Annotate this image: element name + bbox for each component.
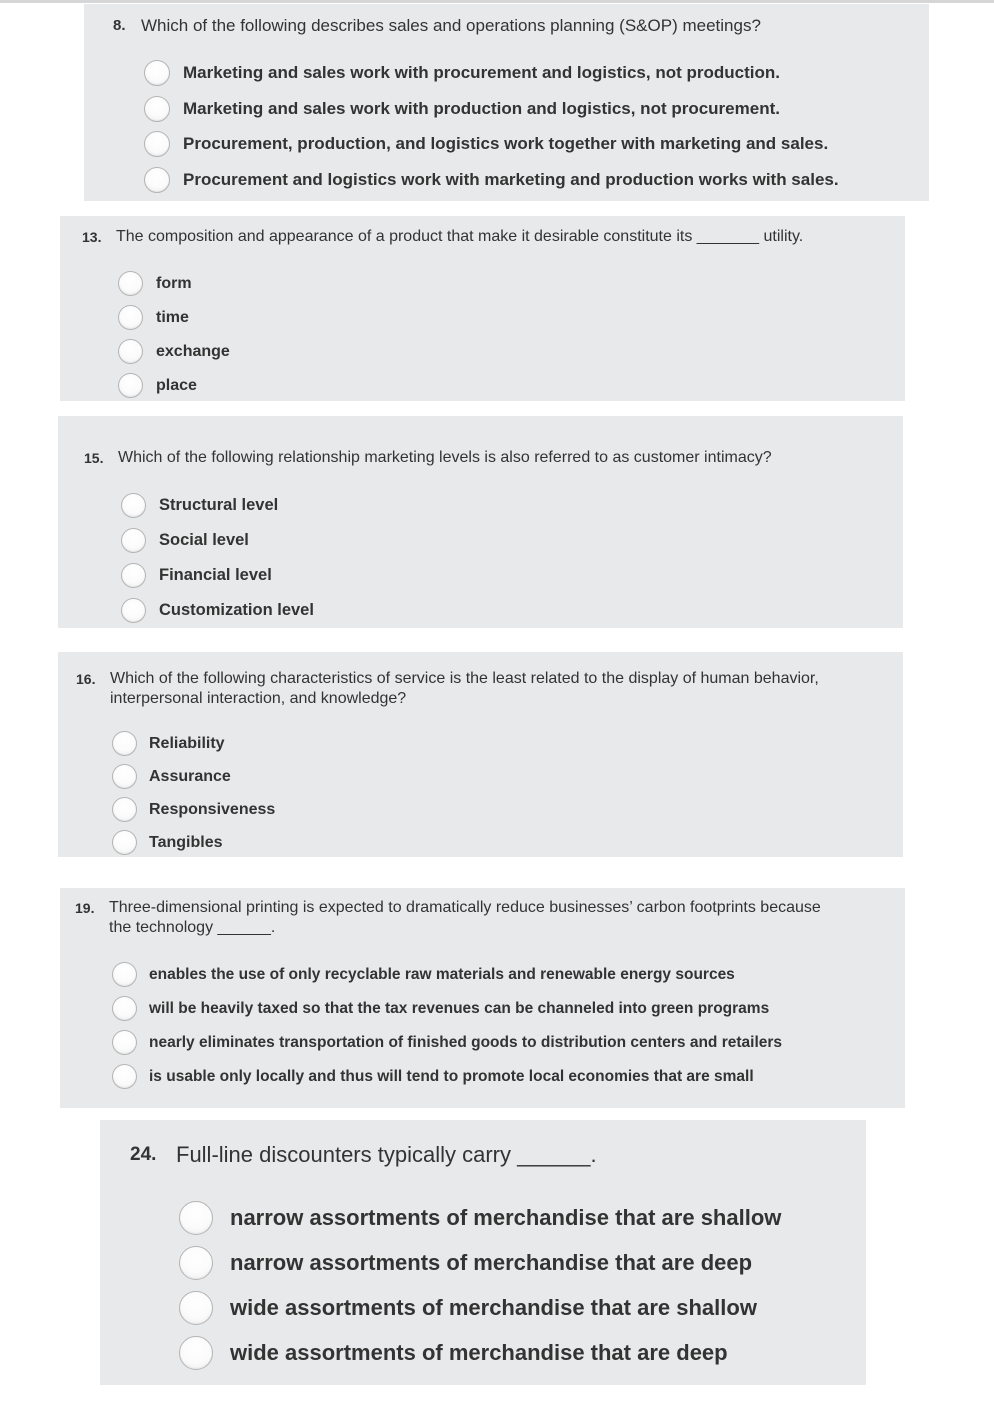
question-text: Full-line discounters typically carry ______.	[176, 1142, 597, 1167]
radio-button[interactable]	[144, 60, 170, 86]
radio-button[interactable]	[112, 731, 137, 756]
option-label: exchange	[156, 342, 230, 360]
option-label: enables the use of only recyclable raw materials and renewable energy sources	[149, 965, 735, 983]
option-label: time	[156, 308, 189, 326]
radio-button[interactable]	[112, 830, 137, 855]
question-text-line-1: Which of the following characteristics of service is the least related to the display of human behavior,	[110, 670, 819, 687]
question-text	[109, 898, 821, 938]
question-15-prompt	[84, 449, 772, 468]
option-label: wide assortments of merchandise that are shallow	[230, 1295, 757, 1320]
option-row[interactable]	[118, 305, 189, 330]
question-number: 19.	[75, 900, 95, 916]
option-row[interactable]	[112, 962, 735, 987]
radio-button[interactable]	[144, 167, 170, 193]
option-row[interactable]	[144, 96, 780, 122]
option-label: Procurement, production, and logistics work together with marketing and sales.	[183, 134, 829, 153]
radio-button[interactable]	[179, 1291, 213, 1325]
option-label: Financial level	[159, 566, 272, 584]
question-13-prompt	[82, 228, 803, 247]
question-text: Which of the following relationship marketing levels is also referred to as customer intimacy?	[118, 449, 772, 466]
option-label: form	[156, 274, 192, 292]
option-row[interactable]	[118, 373, 197, 398]
option-label: Social level	[159, 531, 249, 549]
option-label: nearly eliminates transportation of finished goods to distribution centers and retailers	[149, 1033, 783, 1051]
radio-button[interactable]	[121, 493, 146, 518]
radio-button[interactable]	[179, 1336, 213, 1370]
option-row[interactable]	[179, 1336, 728, 1370]
question-text: The composition and appearance of a product that make it desirable constitute its _______ utility.	[116, 228, 804, 245]
radio-button[interactable]	[144, 96, 170, 122]
question-number: 15.	[84, 450, 104, 466]
radio-button[interactable]	[112, 962, 137, 987]
option-label: wide assortments of merchandise that are deep	[230, 1340, 728, 1365]
option-label: will be heavily taxed so that the tax revenues can be channeled into green programs	[149, 999, 770, 1017]
question-number: 13.	[82, 229, 102, 245]
option-label: Marketing and sales work with production and logistics, not procurement.	[183, 99, 780, 118]
option-row[interactable]	[112, 830, 223, 855]
option-row[interactable]	[112, 1064, 754, 1089]
option-label: Procurement and logistics work with marketing and production works with sales.	[183, 170, 839, 189]
radio-button[interactable]	[118, 305, 143, 330]
question-text-line-2: interpersonal interaction, and knowledge?	[110, 690, 407, 707]
radio-button[interactable]	[112, 996, 137, 1021]
option-row[interactable]	[112, 996, 769, 1021]
question-19-prompt	[75, 898, 821, 938]
option-row[interactable]	[179, 1246, 752, 1280]
radio-button[interactable]	[118, 271, 143, 296]
option-label: Responsiveness	[149, 800, 276, 818]
question-text: Which of the following describes sales and operations planning (S&OP) meetings?	[141, 16, 761, 35]
question-text	[110, 669, 819, 709]
option-row[interactable]	[144, 167, 839, 193]
option-row[interactable]	[179, 1291, 757, 1325]
option-label: place	[156, 376, 197, 394]
question-8-prompt	[113, 16, 761, 36]
option-label: narrow assortments of merchandise that are deep	[230, 1250, 753, 1275]
radio-button[interactable]	[121, 563, 146, 588]
option-row[interactable]	[121, 598, 314, 623]
radio-button[interactable]	[121, 528, 146, 553]
option-row[interactable]	[112, 731, 225, 756]
option-label: Tangibles	[149, 833, 223, 851]
option-row[interactable]	[112, 764, 231, 789]
question-16-prompt	[76, 669, 819, 709]
option-label: is usable only locally and thus will tend to promote local economies that are small	[149, 1067, 754, 1085]
radio-button[interactable]	[112, 1064, 137, 1089]
question-text-line-2: the technology ______.	[109, 919, 276, 936]
option-label: Structural level	[159, 496, 279, 514]
option-label: narrow assortments of merchandise that are shallow	[230, 1205, 782, 1230]
question-text-line-1: Three-dimensional printing is expected to dramatically reduce businesses’ carbon footprints because	[109, 899, 821, 916]
option-label: Marketing and sales work with procurement and logistics, not production.	[183, 63, 780, 82]
option-label: Assurance	[149, 767, 231, 785]
top-divider	[0, 0, 994, 3]
question-number: 24.	[130, 1144, 157, 1165]
question-number: 16.	[76, 671, 96, 687]
radio-button[interactable]	[144, 131, 170, 157]
question-number: 8.	[113, 17, 126, 34]
option-row[interactable]	[112, 797, 275, 822]
question-24-prompt	[130, 1142, 597, 1168]
radio-button[interactable]	[179, 1246, 213, 1280]
radio-button[interactable]	[112, 797, 137, 822]
question-card-15	[58, 416, 903, 628]
radio-button[interactable]	[118, 339, 143, 364]
option-row[interactable]	[144, 131, 828, 157]
option-row[interactable]	[118, 339, 230, 364]
radio-button[interactable]	[112, 1030, 137, 1055]
option-label: Customization level	[159, 601, 314, 619]
option-row[interactable]	[179, 1201, 781, 1235]
option-row[interactable]	[144, 60, 780, 86]
radio-button[interactable]	[179, 1201, 213, 1235]
radio-button[interactable]	[118, 373, 143, 398]
option-row[interactable]	[121, 528, 249, 553]
option-row[interactable]	[118, 271, 192, 296]
radio-button[interactable]	[112, 764, 137, 789]
option-row[interactable]	[112, 1030, 782, 1055]
option-row[interactable]	[121, 563, 272, 588]
option-label: Reliability	[149, 734, 225, 752]
radio-button[interactable]	[121, 598, 146, 623]
option-row[interactable]	[121, 493, 278, 518]
